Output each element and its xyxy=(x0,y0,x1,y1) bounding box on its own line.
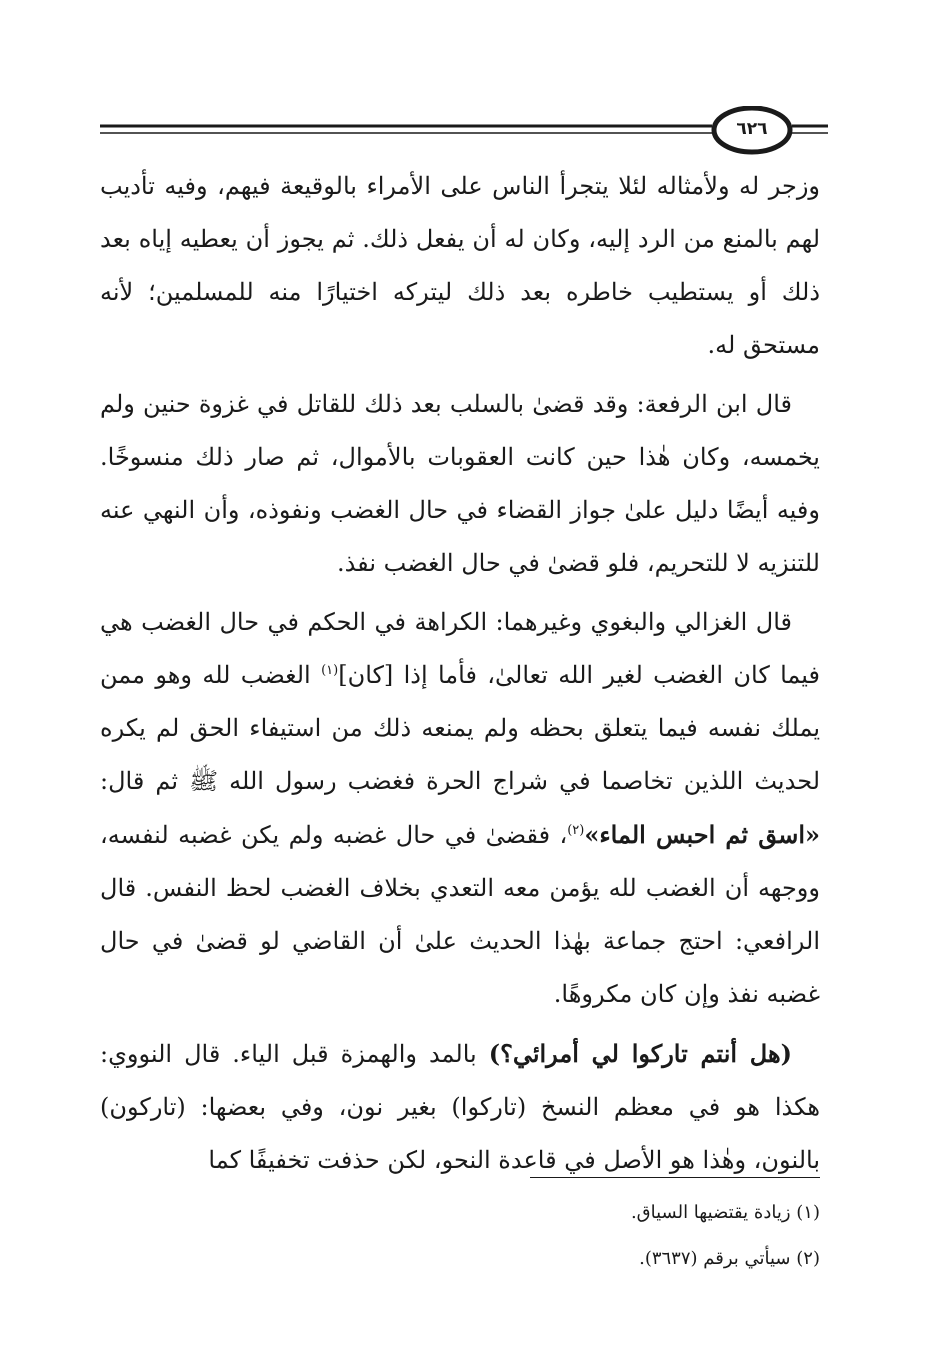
paragraph-4 xyxy=(100,1027,820,1187)
paragraph-3-part-a: قال الغزالي والبغوي وغيرهما: الكراهة في الحكم في حال الغضب هي فيما كان الغضب لغير الله تعالىٰ، فأما إذا [كان] xyxy=(100,608,820,689)
footnote-2 xyxy=(480,1236,820,1282)
footnote-2-text: سيأتي برقم (٣٦٣٧). xyxy=(639,1248,791,1269)
paragraph-3-part-b: الغضب لله وهو ممن يملك نفسه فيما يتعلق بحظه ولم يمنعه ذلك من استيفاء الحق لم يكره لحديث اللذين تخاصما في شراج الحرة فغضب رسول الله ﷺ ثم قال: xyxy=(100,661,821,795)
paragraph-2: قال ابن الرفعة: وقد قضىٰ بالسلب بعد ذلك للقاتل في غزوة حنين ولم يخمسه، وكان هٰذا حين كانت العقوبات بالأموال، ثم صار ذلك منسوخًا. وفيه أيضًا دليل علىٰ جواز القضاء في حال الغضب ونفوذه، وأن النهي عنه للتنزيه لا للتحريم، فلو قضىٰ في حال الغضب نفذ. xyxy=(100,390,820,577)
footnote-ref-1: (١) xyxy=(321,663,339,678)
paragraph-3 xyxy=(100,596,820,1021)
paragraph-4-text: بالمد والهمزة قبل الياء. قال النووي: هكذا هو في معظم النسخ (تاركوا) بغير نون، وفي بعضها: (تاركون) بالنون، وهٰذا هو الأصل في قاعدة النحو، لكن حذفت تخفيفًا كما xyxy=(100,1040,820,1174)
footnote-separator xyxy=(530,1177,820,1178)
lemma-quote: (هل أنتم تاركوا لي أمرائي؟) xyxy=(488,1039,792,1068)
paragraph-1: وزجر له ولأمثاله لئلا يتجرأ الناس على الأمراء بالوقيعة فيهم، وفيه تأديب لهم بالمنع من الرد إليه، وكان له أن يفعل ذلك. ثم يجوز أن يعطيه إياه بعد ذلك أو يستطيب خاطره بعد ذلك ليتركه اختيارًا منه للمسلمين؛ لأنه مستحق له. xyxy=(100,172,820,359)
main-text xyxy=(100,160,820,1193)
footnote-2-marker: (٢) xyxy=(796,1248,820,1269)
footnote-1 xyxy=(480,1190,820,1236)
footnotes xyxy=(480,1190,820,1282)
page-number: ٦٢٦ xyxy=(736,119,768,139)
footnote-1-marker: (١) xyxy=(796,1202,820,1223)
paragraph-3-part-c: ، فقضىٰ في حال غضبه ولم يكن غضبه لنفسه، ووجهه أن الغضب لله يؤمن معه التعدي بخلاف الغضب لحظ النفس. قال الرافعي: احتج جماعة بهٰذا الحديث علىٰ أن القاضي لو قضىٰ في حال غضبه نفذ وإن كان مكروهًا. xyxy=(100,821,820,1008)
hadith-quote: «اسق ثم احبس الماء» xyxy=(584,820,820,849)
footnote-ref-2: (٢) xyxy=(567,823,585,838)
page-header xyxy=(100,106,828,156)
footnote-1-text: زيادة يقتضيها السياق. xyxy=(630,1202,791,1223)
